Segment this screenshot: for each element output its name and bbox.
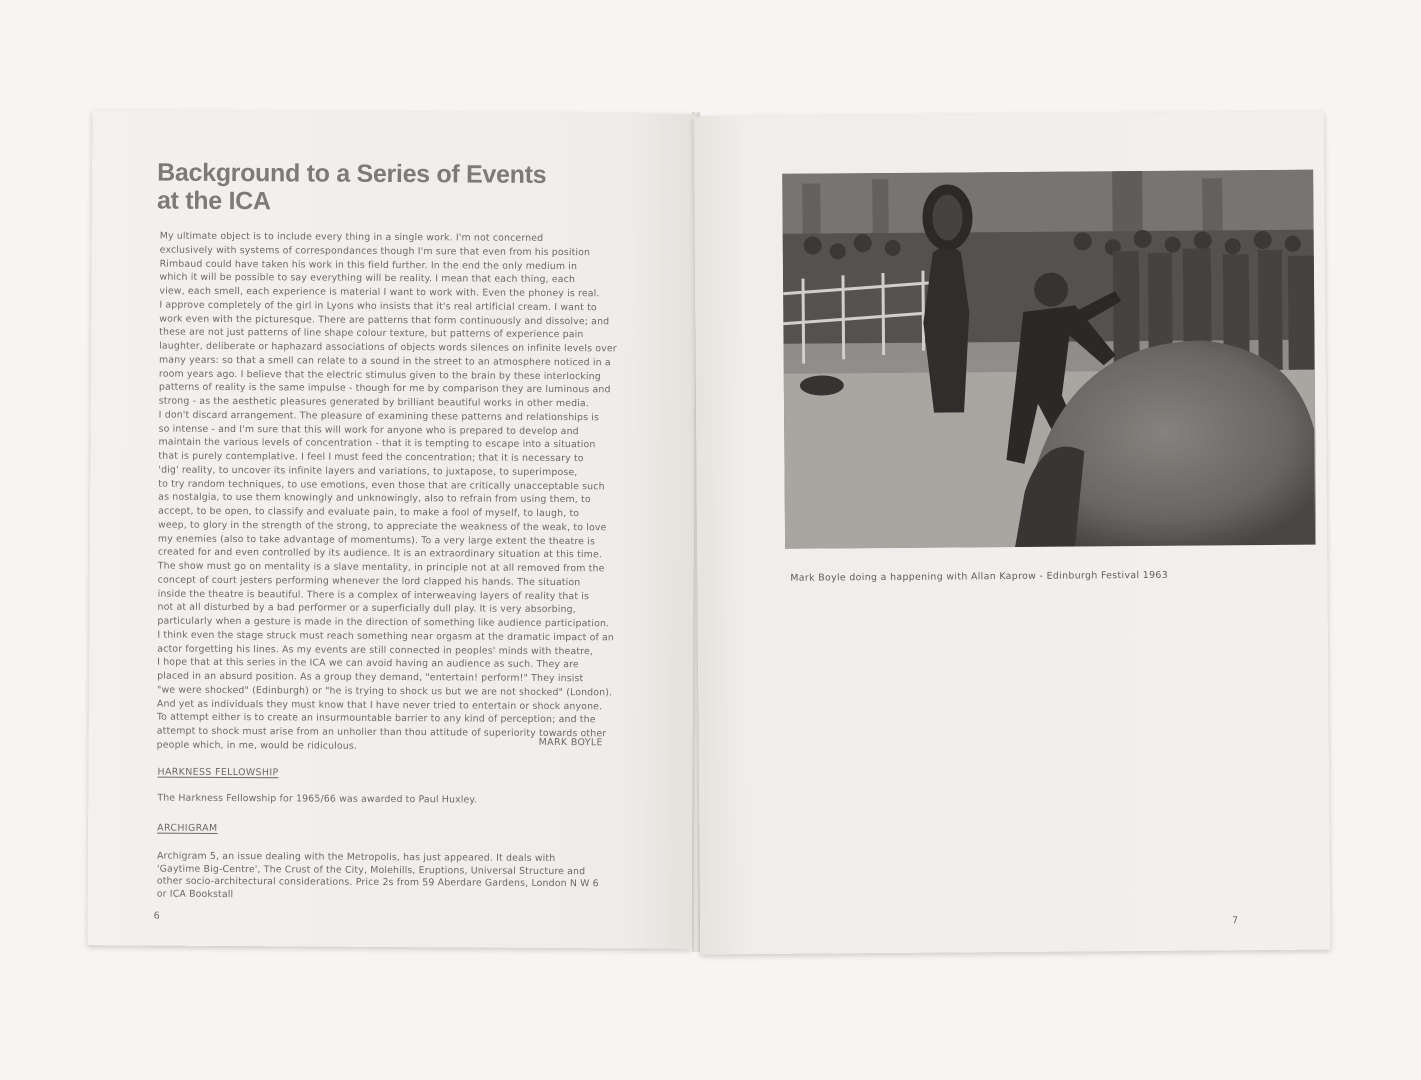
body-line: view, each smell, each experience is material I want to work with. Even the phoney is real. <box>159 285 600 300</box>
body-line: concept of court jesters performing whenever the lord clapped his hands. The situation <box>157 574 581 588</box>
body-line: strong - as the aesthetic pleasures generated by brilliant beautiful works in other media. <box>158 395 590 410</box>
body-line: placed in an absurd position. As a group they demand, "entertain! perform!" They insist <box>157 670 584 685</box>
right-page <box>694 112 1331 955</box>
archigram-text <box>157 851 635 904</box>
article-body <box>157 230 638 755</box>
body-line: many years: so that a smell can relate to a sound in the street to an atmosphere noticed in a <box>158 354 611 369</box>
body-line: not at all disturbed by a bad performer or a superficially dull play. It is very absorbing, <box>157 601 576 616</box>
body-line: To attempt either is to create an insurmountable barrier to any kind of perception; and the <box>156 711 596 726</box>
body-line: And yet as individuals they must know that I have never tried to entertain or shock anyone. <box>156 698 603 712</box>
archigram-heading: ARCHIGRAM <box>157 822 218 834</box>
body-line: I don't discard arrangement. The pleasure of examining these patterns and relationships is <box>158 409 600 424</box>
body-line: that is purely contemplative. I feel I must feed the concentration; that it is necessary to <box>158 450 584 465</box>
body-line: maintain the various levels of concentration - that it is tempting to escape into a situation <box>158 436 596 451</box>
body-line: weep, to glory in the strength of the strong, to appreciate the weakness of the weak, to love <box>157 519 607 534</box>
body-line: so intense - and I'm sure that this will work for anyone who is prepared to develop and <box>158 423 579 437</box>
harkness-heading: HARKNESS FELLOWSHIP <box>157 766 279 779</box>
body-line: "we were shocked" (Edinburgh) or "he is trying to shock us but we are not shocked" (London). <box>156 684 613 699</box>
archigram-line: Archigram 5, an issue dealing with the Metropolis, has just appeared. It deals with <box>156 850 556 865</box>
body-line: actor forgetting his lines. As my events are still connected in peoples' minds with theatre, <box>157 643 594 657</box>
body-line: room years ago. I believe that the electric stimulus given to the brain by these interlocking <box>158 368 601 382</box>
archigram-line: or ICA Bookstall <box>156 888 234 900</box>
event-photograph <box>782 170 1316 549</box>
body-line: work even with the picturesque. There are patterns that form continuously and dissolve; and <box>159 313 610 327</box>
body-line: attempt to shock must arise from an unholier than thou attitude of superiority towards other <box>156 725 607 740</box>
body-line: as nostalgia, to use them knowingly and unknowingly, also to refrain from using them, to <box>158 491 591 506</box>
body-line: inside the theatre is beautiful. There is a complex of interweaving layers of reality that is <box>157 588 590 602</box>
body-line: patterns of reality is the same impulse - though for me by comparison they are luminous and <box>158 381 611 396</box>
archigram-line: other socio-architectural considerations. Price 2s from 59 Aberdare Gardens, London N W 6 <box>156 875 599 890</box>
harkness-text <box>157 793 635 808</box>
page-title <box>157 159 597 218</box>
body-line: people which, in me, would be ridiculous. <box>156 739 358 752</box>
harkness-line: The Harkness Fellowship for 1965/66 was awarded to Paul Huxley. <box>157 792 477 806</box>
body-line: I think even the stage struck must reach something near orgasm at the dramatic impact of an <box>157 629 615 644</box>
body-line: which it will be possible to say everything will be reality. I mean that each thing, each <box>159 271 576 286</box>
left-page <box>87 110 696 949</box>
body-line: created for and even controlled by its audience. It is an extraordinary situation at this time. <box>157 546 603 561</box>
title-line-2: at the ICA <box>156 186 271 216</box>
photo-illustration <box>782 170 1316 549</box>
body-line: I hope that at this series in the ICA we can avoid having an audience as such. They are <box>157 656 579 671</box>
body-line: I approve completely of the girl in Lyons who insists that it's real artificial cream. I want to <box>159 299 597 313</box>
body-line: laughter, deliberate or haphazard associations of objects words silences on infinite levels over <box>159 340 617 355</box>
body-line: accept, to be open, to classify and evaluate pain, to make a fool of myself, to laugh, to <box>158 505 580 520</box>
body-line: exclusively with systems of correspondances though I'm sure that even from his position <box>159 244 591 258</box>
photo-caption: Mark Boyle doing a happening with Allan Kaprow - Edinburgh Festival 1963 <box>790 569 1169 584</box>
body-line: my enemies (also to take advantage of momentums). To a very large extent the theatre is <box>157 533 596 547</box>
page-number-right: 7 <box>1232 915 1239 927</box>
title-line-1: Background to a Series of Events <box>157 158 547 189</box>
page-number-left: 6 <box>153 910 160 922</box>
body-line: to try random techniques, to use emotions, even those that are critically unacceptable such <box>158 478 605 492</box>
body-line: The show must go on mentality is a slave mentality, in principle not at all removed from the <box>157 560 605 575</box>
body-line: 'dig' reality, to uncover its infinite layers and variations, to juxtapose, to superimpose, <box>158 464 578 478</box>
archigram-line: 'Gaytime Big-Centre', The Crust of the City, Molehills, Eruptions, Universal Structure and <box>156 863 586 877</box>
body-line: My ultimate object is to include every thing in a single work. I'm not concerned <box>159 230 544 244</box>
body-line: Rimbaud could have taken his work in this field further. In the end the only medium in <box>159 258 578 272</box>
body-line: particularly when a gesture is made in the direction of something like audience participation. <box>157 615 610 630</box>
body-line: these are not just patterns of line shape colour texture, but patterns of experience pain <box>159 326 584 341</box>
author-signature: MARK BOYLE <box>538 736 603 749</box>
